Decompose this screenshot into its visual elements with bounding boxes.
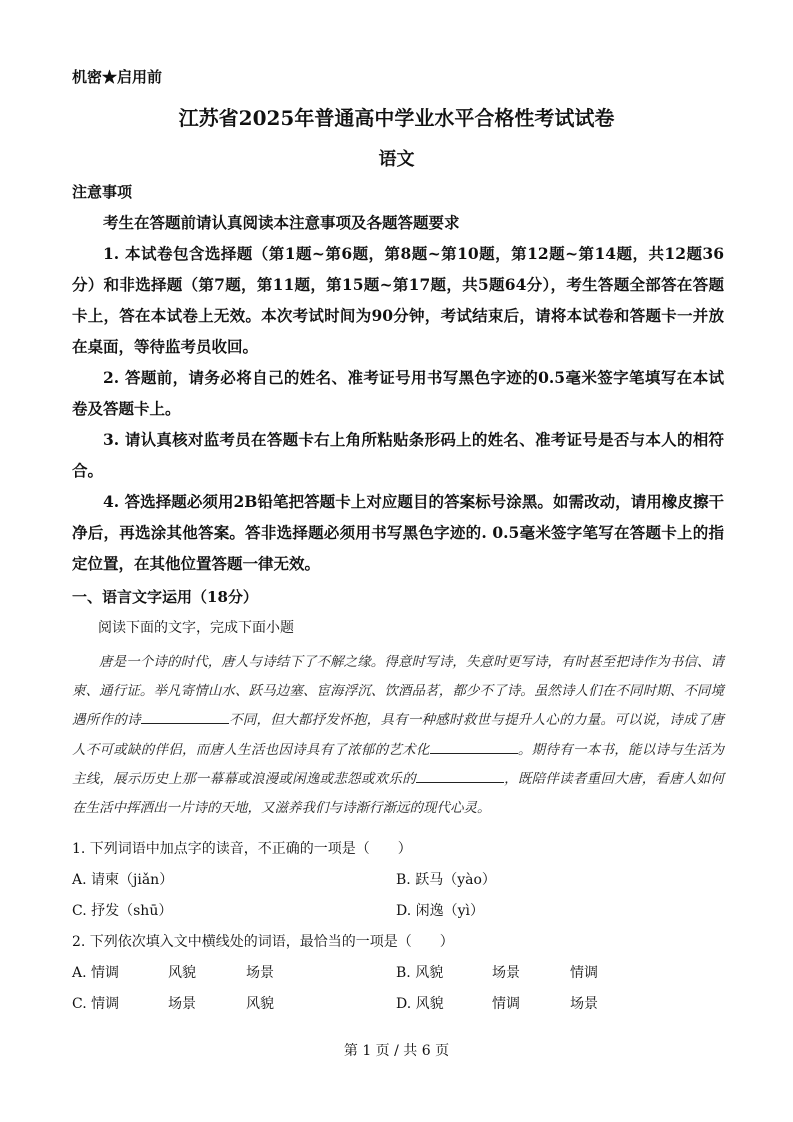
question-2-stem: 2. 下列依次填入文中横线处的词语，最恰当的一项是（ ）: [72, 934, 454, 950]
note-item: 3. 请认真核对监考员在答题卡右上角所粘贴条形码上的姓名、准考证号是否与本人的相符合。: [72, 430, 724, 480]
passage-text: 。期待有一本书，能以诗与生活为主线，展示历史上那一幕幕或浪漫或闲逸或悲怨或欢乐的: [72, 741, 725, 787]
q2-option-b: B. 风貌 场景 情调: [396, 965, 598, 981]
passage-text: ，既陪伴读者重回大唐，看唐人如何在生活中挥洒出一片诗的天地，又滋养我们与诗渐行渐远的现代心灵。: [72, 770, 725, 817]
question-1-stem: 1. 下列词语中加点字的读音，不正确的一项是（ ）: [72, 841, 412, 857]
note-item: 考生在答题前请认真阅读本注意事项及各题答题要求: [103, 213, 460, 232]
q1-option-d: D. 闲逸（yì）: [396, 903, 485, 919]
subject-title: 语文: [378, 149, 415, 170]
note-item: 4. 答选择题必须用2B铅笔把答题卡上对应题目的答案标号涂黑。如需改动，请用橡皮擦干净后，再选涂其他答案。答非选择题必须用书写黑色字迹的. 0.5毫米签字笔写在答题卡上的指定位置，在其他位置答题一律无效。: [72, 492, 724, 573]
exam-title: 江苏省2025年普通高中学业水平合格性考试试卷: [178, 106, 615, 130]
passage-text: 不同，但大都抒发怀抱，具有一种感时救世与提升人心的力量。可以说，诗成了唐人不可或缺的伴侣，而唐人生活也因诗具有了浓郁的艺术化: [72, 712, 724, 758]
q2-option-a: A. 情调 风貌 场景: [72, 965, 274, 981]
q1-option-b: B. 跃马（yào）: [396, 872, 496, 888]
fill-blank: [141, 709, 229, 724]
fill-blank: [430, 739, 518, 754]
section-instruction: 阅读下面的文字，完成下面小题: [98, 620, 294, 636]
note-item: 2. 答题前，请务必将自己的姓名、准考证号用书写黑色字迹的0.5毫米签字笔填写在本试卷及答题卡上。: [72, 368, 724, 418]
page-footer: 第 1 页 / 共 6 页: [343, 1043, 450, 1059]
notes-list: [72, 207, 724, 579]
notes-heading: 注意事项: [72, 183, 133, 201]
q1-option-c: C. 抒发（shū）: [72, 903, 173, 919]
reading-passage: [72, 648, 724, 823]
q1-option-a: A. 请柬（jiǎn）: [72, 872, 174, 888]
confidential-label: 机密★启用前: [72, 68, 163, 86]
q2-option-c: C. 情调 场景 风貌: [72, 996, 274, 1012]
note-item: 1. 本试卷包含选择题（第1题~第6题，第8题~第10题，第12题~第14题，共12题36分）和非选择题（第7题，第11题，第15题~第17题，共5题64分），考生答题全部答在答题卡上，答在本试卷上无效。本次考试时间为90分钟，考试结束后，请将本试卷和答题卡一并放在桌面，等待监考员收回。: [72, 244, 724, 356]
fill-blank: [416, 768, 504, 783]
section-heading: 一、语言文字运用（18分）: [72, 588, 258, 606]
passage-text: 唐是一个诗的时代，唐人与诗结下了不解之缘。得意时写诗，失意时更写诗，有时甚至把诗作为书信、请柬、通行证。举凡寄情山水、跃马边塞、宦海浮沉、饮酒品茗，都少不了诗。虽然诗人们在不同时期、不同境遇所作的诗: [72, 654, 724, 729]
q2-option-d: D. 风貌 情调 场景: [396, 996, 598, 1012]
